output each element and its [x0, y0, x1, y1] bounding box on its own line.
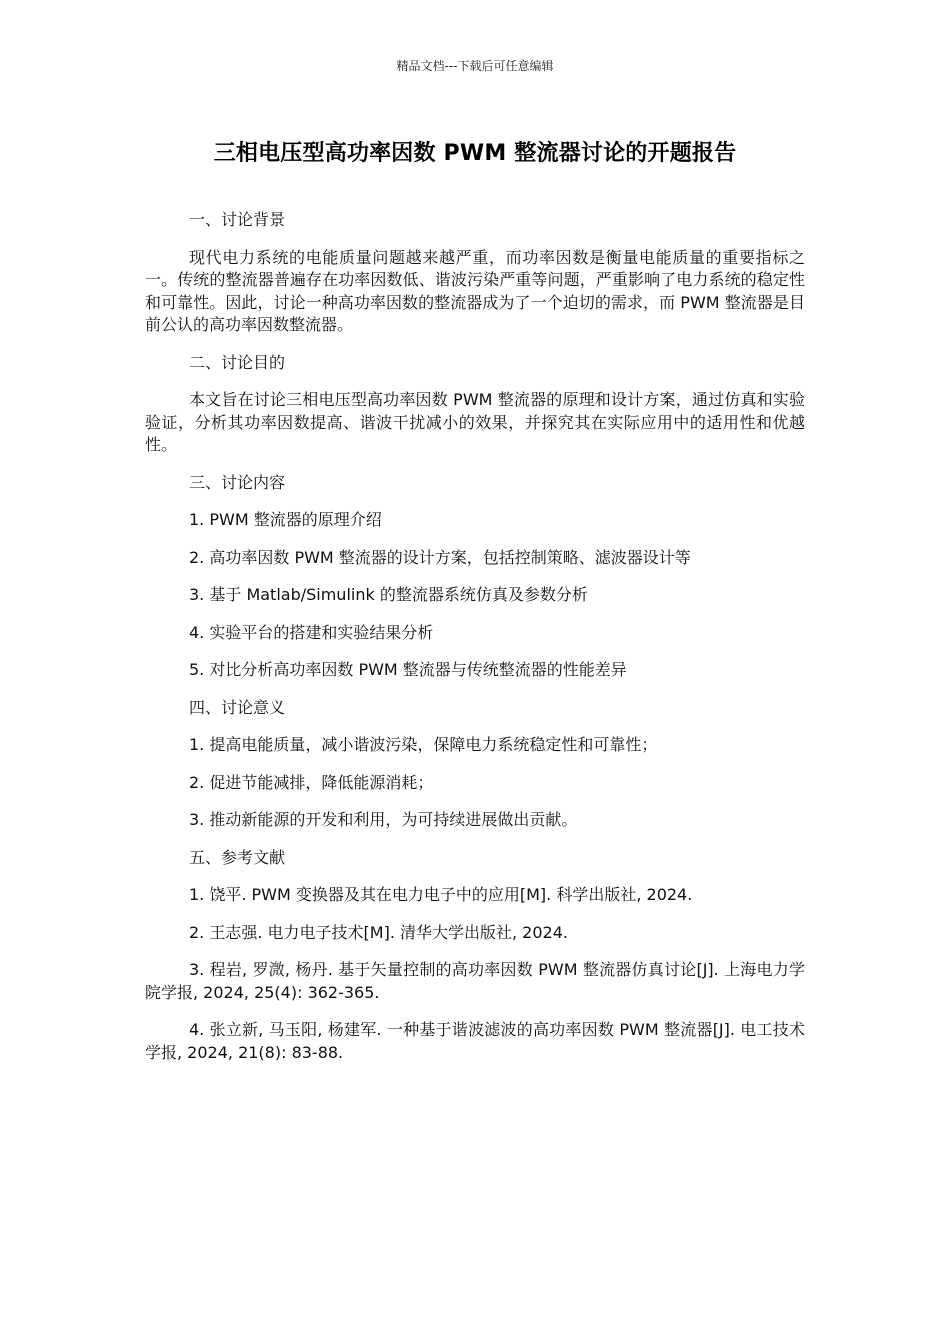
list-item: 3. 基于 Matlab/Simulink 的整流器系统仿真及参数分析	[189, 585, 588, 604]
reference-item: 3. 程岩, 罗溦, 杨丹. 基于矢量控制的高功率因数 PWM 整流器仿真讨论[J]. 上海电力学院学报, 2024, 25(4): 362-365.	[145, 960, 805, 1002]
list-item: 3. 推动新能源的开发和利用，为可持续进展做出贡献。	[189, 810, 578, 829]
document-title: 三相电压型高功率因数 PWM 整流器讨论的开题报告	[213, 141, 737, 166]
paragraph-background: 现代电力系统的电能质量问题越来越严重，而功率因数是衡量电能质量的重要指标之一。传统的整流器普遍存在功率因数低、谐波污染严重等问题，严重影响了电力系统的稳定性和可靠性。因此，讨论一种高功率因数的整流器成为了一个迫切的需求，而 PWM 整流器是目前公认的高功率因数整流器。	[145, 247, 805, 334]
section-heading-references: 五、参考文献	[189, 847, 286, 867]
list-item: 4. 实验平台的搭建和实验结果分析	[189, 622, 434, 642]
reference-item: 1. 饶平. PWM 变换器及其在电力电子中的应用[M]. 科学出版社, 2024.	[189, 885, 693, 904]
reference-item: 4. 张立新, 马玉阳, 杨建军. 一种基于谐波滤波的高功率因数 PWM 整流器[J]. 电工技术学报, 2024, 21(8): 83-88.	[145, 1020, 805, 1062]
section-heading-significance: 四、讨论意义	[189, 697, 286, 717]
section-heading-background: 一、讨论背景	[189, 210, 286, 229]
header-note: 精品文档---下载后可任意编辑	[396, 59, 554, 73]
list-item: 1. PWM 整流器的原理介绍	[189, 510, 382, 529]
document-body	[145, 209, 805, 1079]
reference-item: 2. 王志强. 电力电子技术[M]. 清华大学出版社, 2024.	[189, 922, 568, 942]
list-item: 2. 高功率因数 PWM 整流器的设计方案，包括控制策略、滤波器设计等	[189, 547, 691, 567]
section-heading-purpose: 二、讨论目的	[189, 352, 286, 372]
section-heading-content: 三、讨论内容	[189, 472, 286, 492]
list-item: 1. 提高电能质量，减小谐波污染，保障电力系统稳定性和可靠性；	[189, 735, 658, 754]
paragraph-purpose: 本文旨在讨论三相电压型高功率因数 PWM 整流器的原理和设计方案，通过仿真和实验验证，分析其功率因数提高、谐波干扰减小的效果，并探究其在实际应用中的适用性和优越性。	[145, 390, 805, 454]
list-item: 2. 促进节能减排，降低能源消耗；	[189, 772, 434, 792]
list-item: 5. 对比分析高功率因数 PWM 整流器与传统整流器的性能差异	[189, 660, 627, 679]
